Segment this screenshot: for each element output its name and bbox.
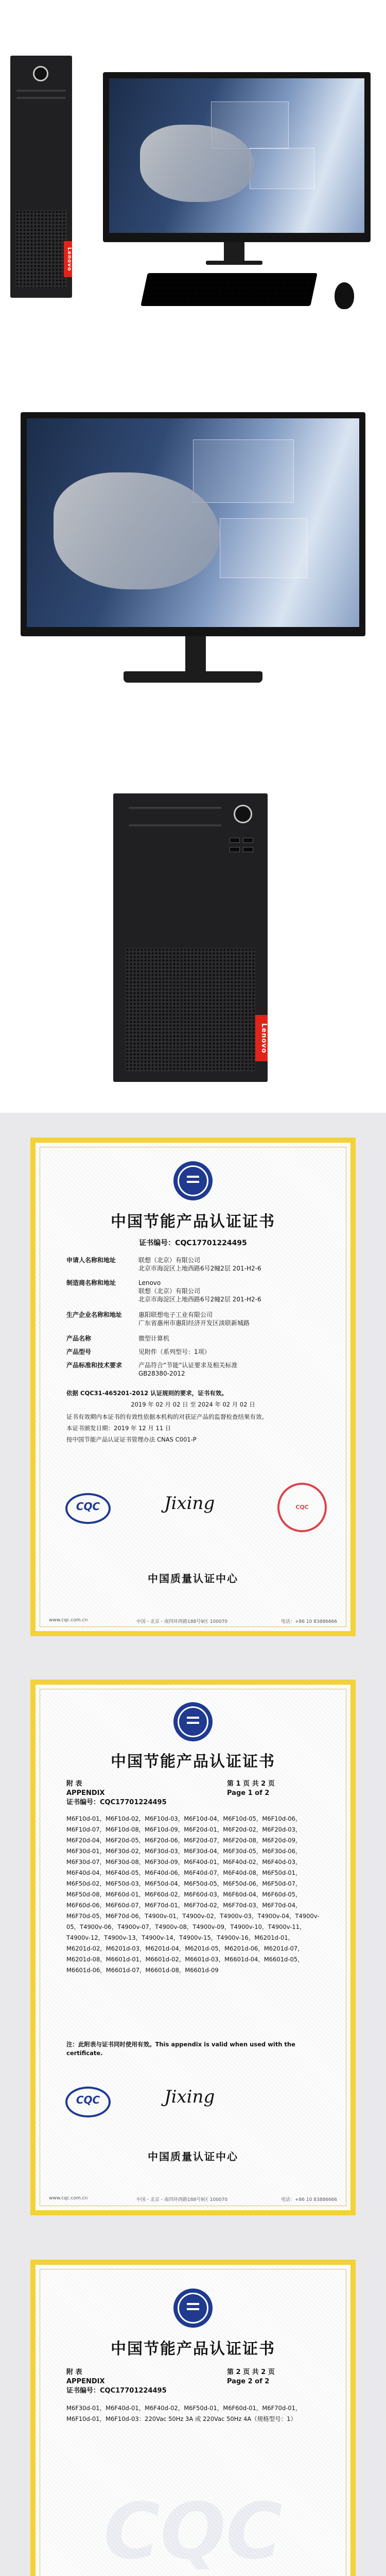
signature-icon: Jixing <box>164 2087 215 2107</box>
footer-website: www.cqc.com.cn <box>49 2196 88 2201</box>
footer-phone: 电话：+86 10 83886666 <box>281 2197 337 2202</box>
field-label: 生产企业名称和地址 <box>66 1311 122 1318</box>
appendix-page-2 <box>30 2260 356 2576</box>
power-button-icon <box>234 805 252 823</box>
footer-phone: 电话：+86 10 83886666 <box>281 1619 337 1624</box>
official-seal-icon: CQC <box>277 1483 327 1532</box>
field-value: 北京市海淀区上地西路6号2幢2层 201-H2-6 <box>138 1265 261 1272</box>
field-label: 制造商名称和地址 <box>66 1279 116 1286</box>
cqc-logo-icon: CQC <box>65 2087 111 2117</box>
page-indicator: 第 2 页 共 2 页 <box>227 2368 275 2376</box>
certificate-number: 证书编号：CQC17701224495 <box>66 1799 167 1806</box>
certificate-number: 证书编号：CQC17701224495 <box>139 1239 247 1247</box>
certificate-number: 证书编号：CQC17701224495 <box>66 2387 167 2395</box>
field-value: 产品符合“节能”认证要求及相关标准 <box>138 1362 238 1369</box>
cqc-emblem-icon <box>173 1161 213 1200</box>
certificate-body-line: 证书有效期内本证书的有效性依据本机构的对获证产品的监督检查结果有效。 <box>66 1413 268 1420</box>
field-label: 产品名称 <box>66 1335 92 1342</box>
field-label: 产品型号 <box>66 1348 92 1355</box>
model-list: M6F30d-01，M6F40d-01，M6F40d-02，M6F50d-01，M6F60d-01，M6F70d-01，M6F10d-01，M6F10d-03：220Vac 50Hz 3A 或 220Vac 50Hz 4A（规格型号：1） <box>66 2404 302 2422</box>
product-photo-monitor <box>0 361 386 732</box>
field-label: 产品标准和技术要求 <box>66 1362 122 1369</box>
rule-line: 依据 CQC31-465201-2012 认证规则的要求，证书有效。 <box>66 1389 227 1397</box>
product-photo-desktop-set <box>0 0 386 361</box>
appendix-label: 附 表 <box>66 1780 82 1788</box>
appendix-label: 附 表 <box>66 2368 82 2376</box>
certificate-body-line: 按中国节能产品认证证书管理办法 CNAS C001-P <box>66 1436 197 1443</box>
appendix-page-1 <box>30 1680 356 2215</box>
lenovo-brand-badge: Lenovo <box>255 1015 268 1061</box>
certificate-title: 中国节能产品认证证书 <box>111 1753 275 1771</box>
signature-icon: Jixing <box>164 1493 215 1514</box>
page-indicator-en: Page 1 of 2 <box>227 1789 270 1797</box>
footer-address: 中国・北京・南四环西路188号9区 100070 <box>136 2197 228 2202</box>
cqc-emblem-icon <box>173 2289 213 2328</box>
field-value: 联想（北京）有限公司 <box>138 1287 201 1295</box>
page-indicator: 第 1 页 共 2 页 <box>227 1780 275 1788</box>
cqc-emblem-icon <box>173 1702 213 1741</box>
power-button-icon <box>33 66 48 81</box>
monitor <box>21 412 365 636</box>
pc-tower <box>10 56 72 298</box>
cqc-logo-icon: CQC <box>65 1493 111 1524</box>
issuing-organization: 中国质量认证中心 <box>148 2150 238 2163</box>
pc-tower <box>113 793 268 1082</box>
appendix-label-en: APPENDIX <box>66 1789 105 1797</box>
footer-website: www.cqc.com.cn <box>49 1618 88 1623</box>
appendix-page-1-section <box>0 1659 386 2241</box>
model-list: M6F10d-01，M6F10d-02，M6F10d-03，M6F10d-04，M6F10d-05，M6F10d-06，M6F10d-07，M6F10d-08，M6F10d-09，M6F20d-01，M6F20d-02，M6F20d-03，M6F20d-04，M6F20d-05，M6F20d-06，M6F20d-07，M6F20d-08，M6F20d-09，M6F30d-01，M6F30d-02，M6F30d-03，M6F30d-04，M6F30d-05，M6F30d-06，M6F30d-07，M6F30d-08，M6F30d-09，M6F40d-01，M6F40d-02，M6F40d-03，M6F40d-04，M6F40d-05，M6F40d-06，M6F40d-07，M6F40d-08，M6F50d-01，M6F50d-02，M6F50d-03，M6F50d-04，M6F50d-05，M6F50d-06，M6F50d-07，M6F50d-08，M6F60d-01，M6F60d-02，M6F60d-03，M6F60d-04，M6F60d-05，M6F60d-06，M6F60d-07，M6F70d-01，M6F70d-02，M6F70d-03，M6F70d-04，M6F70d-05，M6F70d-06，T4900v-01，T4900v-02，T4900v-03，T4900v-04，T4900v-05，T4900v-06，T4900v-07，T4900v-08，T4900v-09，T4900v-10，T4900v-11，T4900v-12，T4900v-13，T4900v-14，T4900v-15，T4900v-16，M6201d-01，M6201d-02，M6201d-03，M6201d-04，M6201d-05，M6201d-06，M6201d-07，M6201d-08，M6601d-01，M6601d-02，M6601d-03，M6601d-04，M6601d-05，M6601d-06，M6601d-07，M6601d-08，M6601d-09 <box>66 1815 320 1974</box>
validity-period: 2019 年 02 月 02 日 至 2024 年 02 月 02 日 <box>131 1401 255 1408</box>
appendix-label-en: APPENDIX <box>66 2378 105 2385</box>
field-value: 广东省惠州市惠阳经济开发区淡联新城路 <box>138 1319 250 1327</box>
field-value: Lenovo <box>138 1279 161 1286</box>
field-value: 见附件（系列型号：1项） <box>138 1348 210 1355</box>
field-value: 微型计算机 <box>138 1335 170 1342</box>
issuing-organization: 中国质量认证中心 <box>148 1572 238 1585</box>
field-label: 申请人名称和地址 <box>66 1257 116 1264</box>
appendix-note: 注：此附表与证书同时使用有效。This appendix is valid when used with the certificate. <box>66 2041 295 2057</box>
certificate-title: 中国节能产品认证证书 <box>111 2340 275 2358</box>
appendix-page-2-section <box>0 2241 386 2576</box>
page-indicator-en: Page 2 of 2 <box>227 2378 270 2385</box>
footer-address: 中国・北京・南四环西路188号9区 100070 <box>136 1619 228 1624</box>
monitor <box>103 72 371 242</box>
field-value: 北京市海淀区上地西路6号2幢2层 201-H2-6 <box>138 1296 261 1303</box>
keyboard <box>141 273 318 306</box>
lenovo-brand-badge: Lenovo <box>64 241 72 277</box>
field-value: 联想（北京）有限公司 <box>138 1257 201 1264</box>
mouse <box>335 282 354 309</box>
certificate-title: 中国节能产品认证证书 <box>111 1213 275 1231</box>
energy-certificate-section <box>0 1113 386 1659</box>
cqc-watermark: CQC <box>103 2487 283 2576</box>
energy-certificate <box>30 1138 356 1636</box>
field-value: GB28380-2012 <box>138 1370 185 1377</box>
product-photo-tower <box>0 732 386 1113</box>
field-value: 惠阳联想电子工业有限公司 <box>138 1311 213 1318</box>
certificate-body-line: 本证书颁发日期：2019 年 12 月 11 日 <box>66 1425 171 1432</box>
